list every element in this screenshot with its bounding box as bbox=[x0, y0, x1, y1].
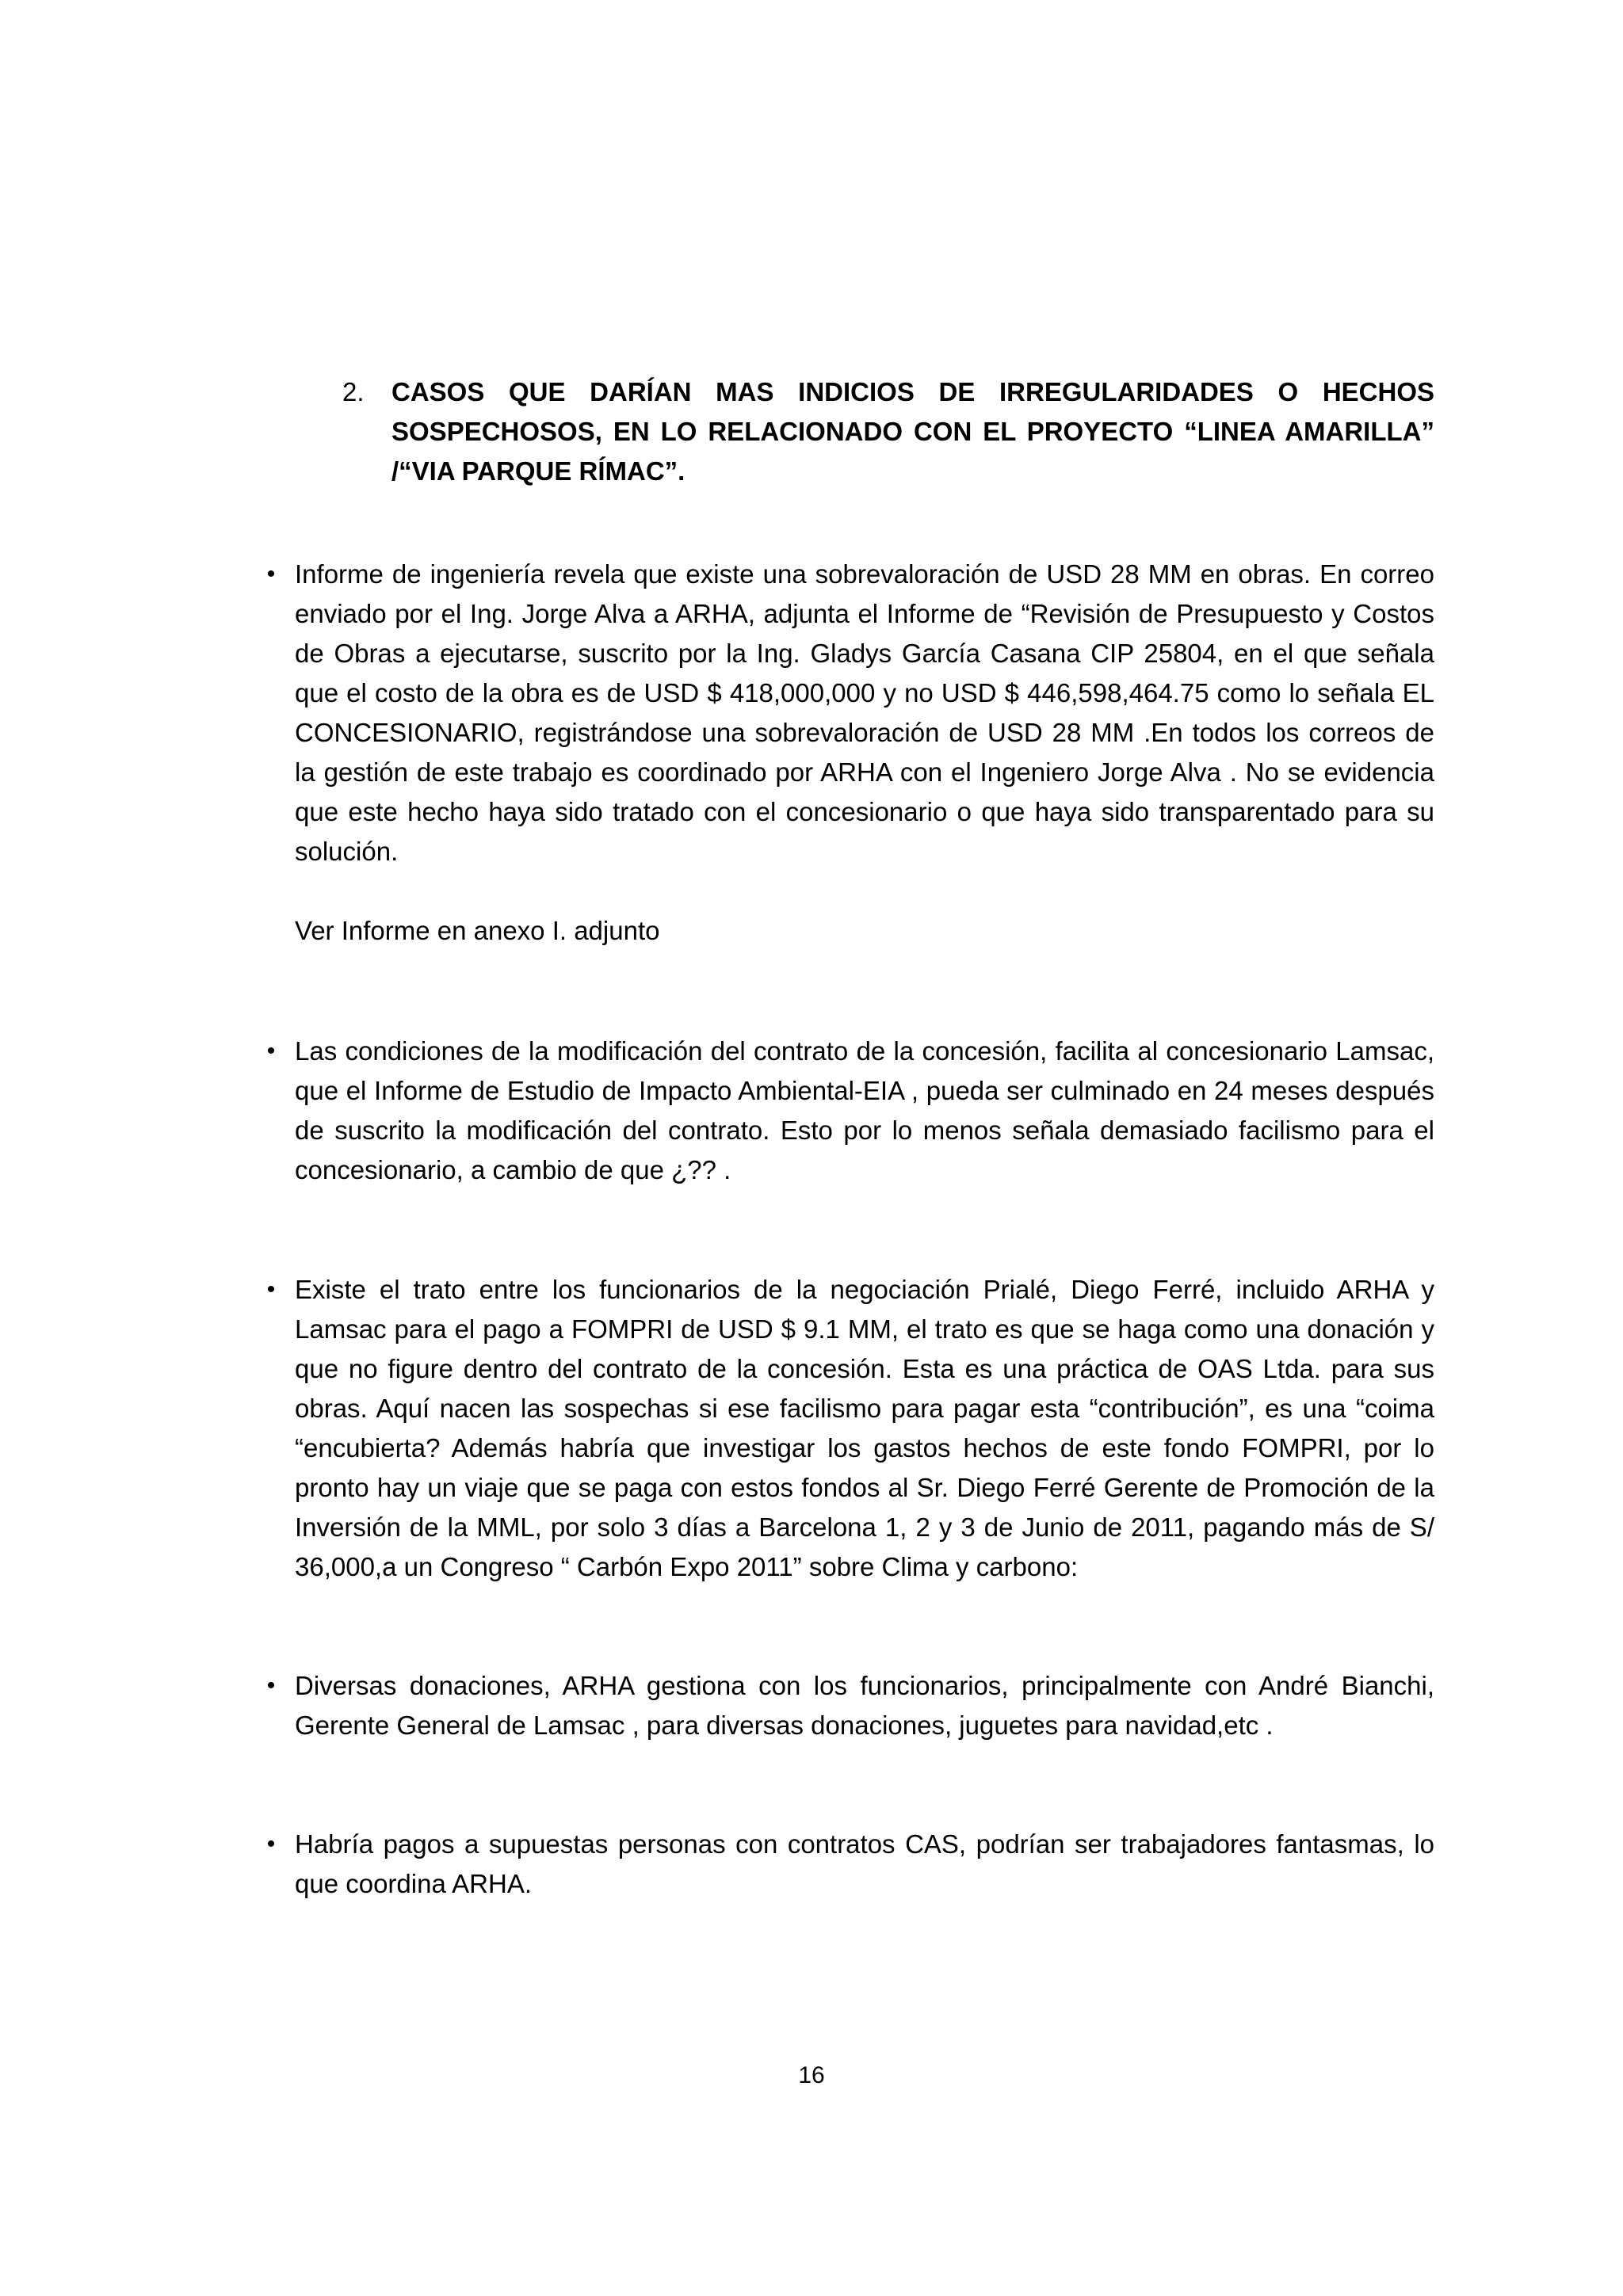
bullet-icon: • bbox=[266, 1038, 276, 1064]
bullet-icon: • bbox=[266, 1672, 276, 1699]
section-heading bbox=[342, 372, 1434, 491]
annex-note: Ver Informe en anexo I. adjunto bbox=[295, 916, 660, 945]
list-item-text: Las condiciones de la modificación del contrato de la concesión, facilita al concesionario Lamsac, que el Informe de Estudio de Impacto Ambiental-EIA , pueda ser culminado en 24 meses después de suscrito la modificación del contrato. Esto por lo menos señala demasiado facilismo para el concesionario, a cambio de que ¿?? . bbox=[295, 1036, 1434, 1184]
section-number: 2. bbox=[342, 377, 365, 406]
list-item bbox=[246, 1270, 1434, 1587]
list-item bbox=[246, 1032, 1434, 1190]
list-item-text: Habría pagos a supuestas personas con contratos CAS, podrían ser trabajadores fantasmas, lo que coordina ARHA. bbox=[295, 1829, 1434, 1898]
list-item bbox=[246, 555, 1434, 871]
list-item-text: Informe de ingeniería revela que existe una sobrevaloración de USD 28 MM en obras. En correo enviado por el Ing. Jorge Alva a ARHA, adjunta el Informe de “Revisión de Presupuesto y Costos de Obras a ejecutarse, suscrito por la Ing. Gladys García Casana CIP 25804, en el que señala que el costo de la obra es de USD $ 418,000,000 y no USD $ 446,598,464.75 como lo señala EL CONCESIONARIO, registrándose una sobrevaloración de USD 28 MM .En todos los correos de la gestión de este trabajo es coordinado por ARHA con el Ingeniero Jorge Alva . No se evidencia que este hecho haya sido tratado con el concesionario o que haya sido transparentado para su solución. bbox=[295, 559, 1434, 866]
list-item bbox=[246, 1825, 1434, 1904]
page-number: 16 bbox=[798, 2062, 825, 2088]
bullet-icon: • bbox=[266, 1831, 276, 1857]
section-title: CASOS QUE DARÍAN MAS INDICIOS DE IRREGULARIDADES O HECHOS SOSPECHOSOS, EN LO RELACIONADO CON EL PROYECTO “LINEA AMARILLA” /“VIA PARQUE RÍMAC”. bbox=[391, 377, 1434, 486]
list-item bbox=[246, 1666, 1434, 1745]
list-item-text: Diversas donaciones, ARHA gestiona con los funcionarios, principalmente con André Bianchi, Gerente General de Lamsac , para diversas donaciones, juguetes para navidad,etc . bbox=[295, 1671, 1434, 1740]
list-item-text: Existe el trato entre los funcionarios de la negociación Prialé, Diego Ferré, incluido ARHA y Lamsac para el pago a FOMPRI de USD $ 9.1 MM, el trato es que se haga como una donación y que no figure dentro del contrato de la concesión. Esta es una práctica de OAS Ltda. para sus obras. Aquí nacen las sospechas si ese facilismo para pagar esta “contribución”, es una “coima “encubierta? Además habría que investigar los gastos hechos de este fondo FOMPRI, por lo pronto hay un viaje que se paga con estos fondos al Sr. Diego Ferré Gerente de Promoción de la Inversión de la MML, por solo 3 días a Barcelona 1, 2 y 3 de Junio de 2011, pagando más de S/ 36,000,a un Congreso “ Carbón Expo 2011” sobre Clima y carbono: bbox=[295, 1275, 1434, 1581]
bullet-icon: • bbox=[266, 561, 276, 587]
bullet-icon: • bbox=[266, 1276, 276, 1302]
